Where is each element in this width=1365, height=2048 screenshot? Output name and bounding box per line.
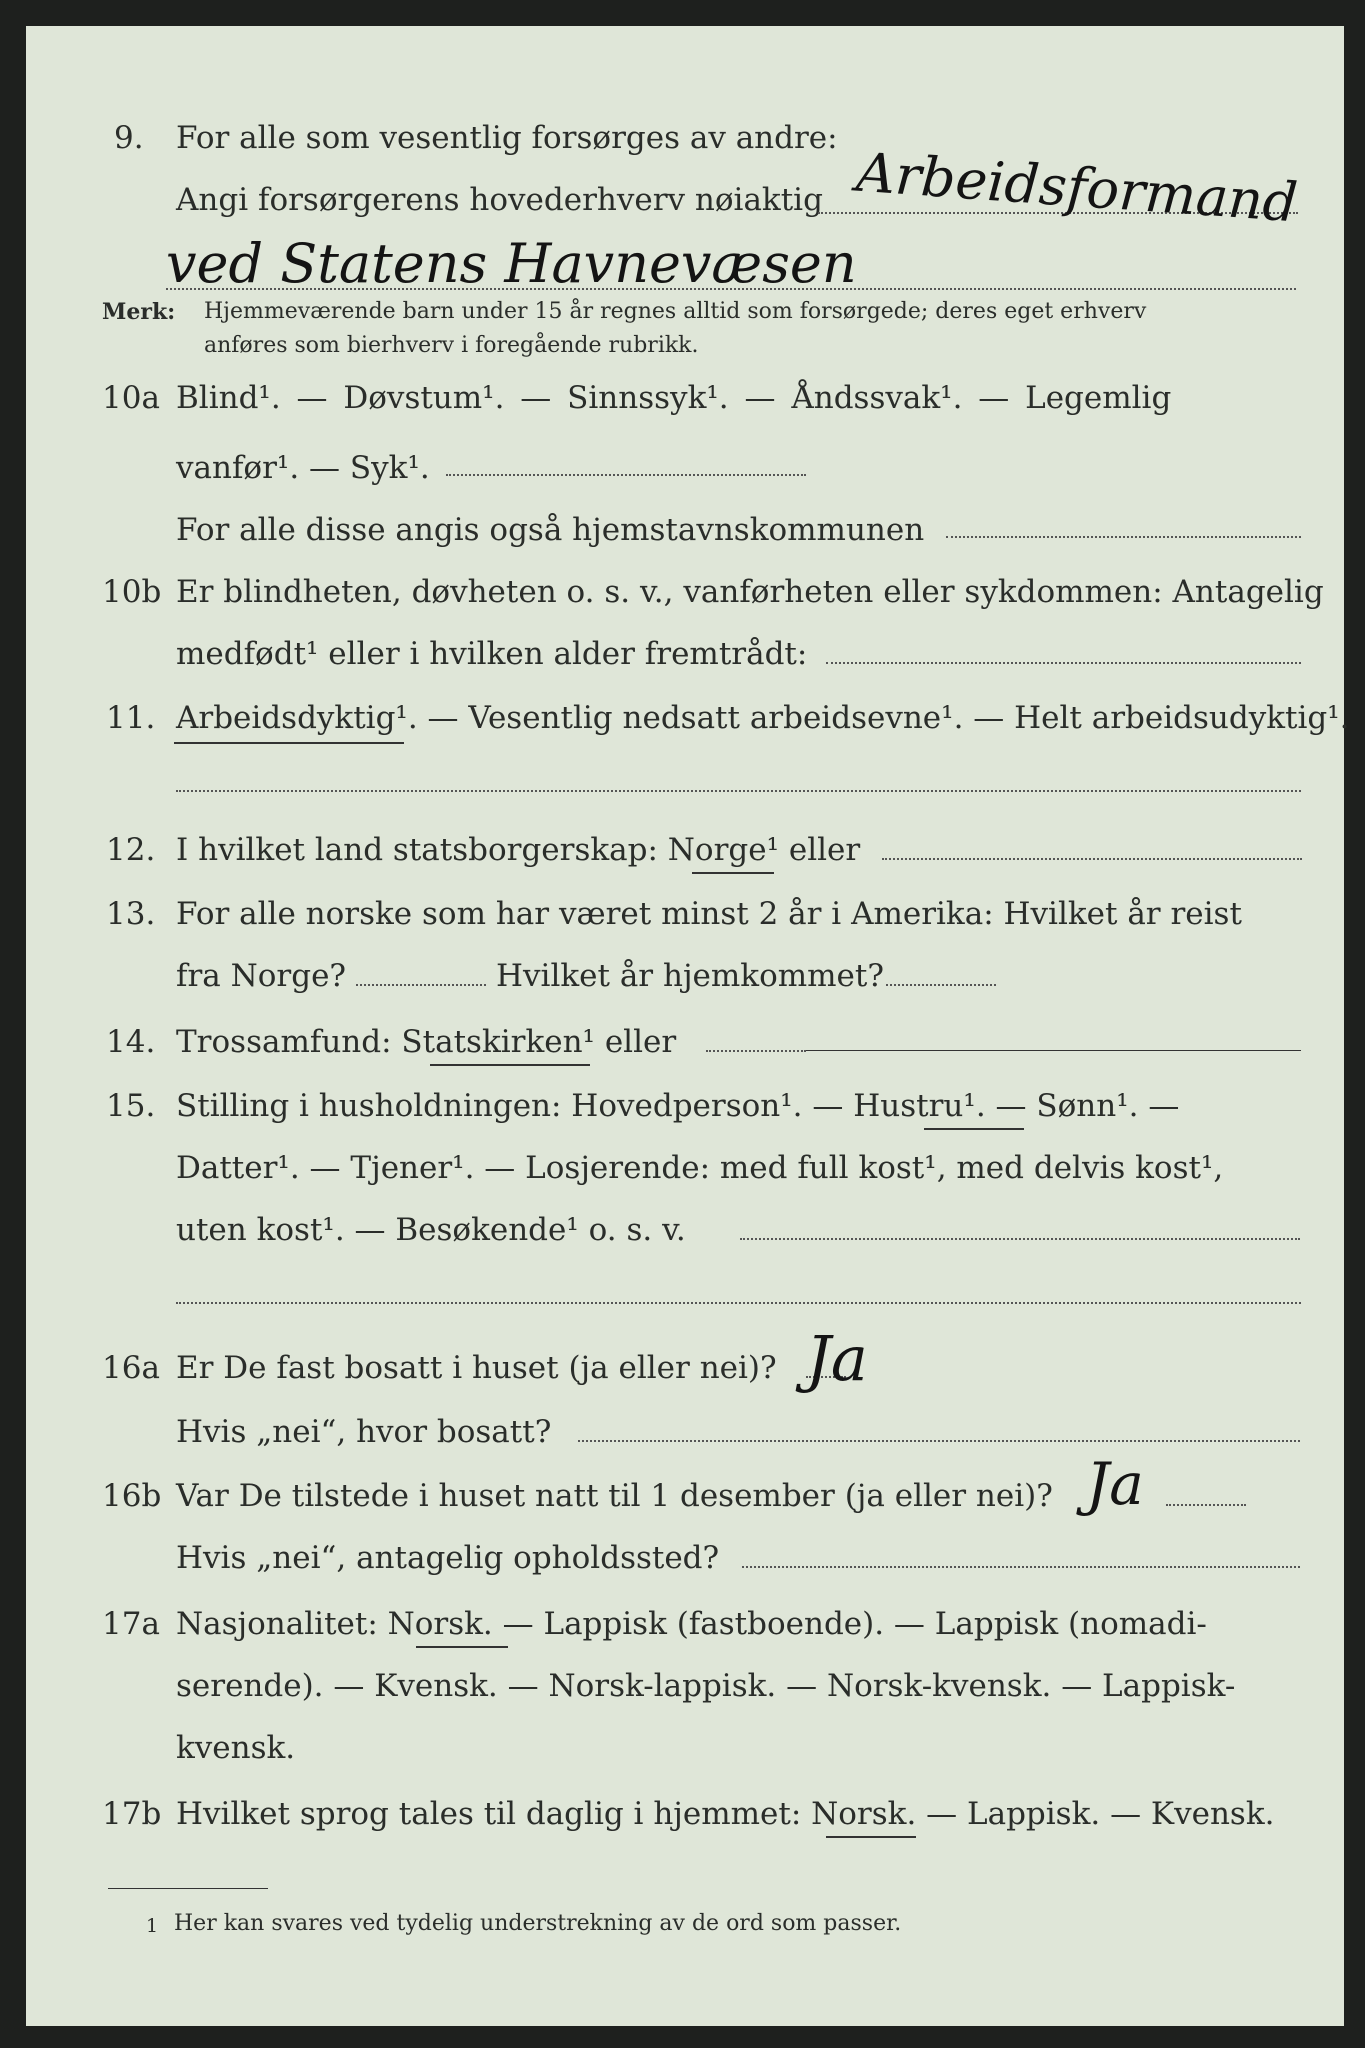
question-15-line-2: Datter¹. — Tjener¹. — Losjerende: med full kost¹, med delvis kost¹, [176,1150,1224,1186]
question-11-line-1: Arbeidsdyktig¹. — Vesentlig nedsatt arbeidsevne¹. — Helt arbeidsudyktig¹. [176,700,1350,736]
note-label: Merk: [102,299,176,325]
answer-line [578,1440,1300,1442]
selection-underline [924,1128,1024,1130]
question-16b-line-2: Hvis „nei“, antagelig opholdssted? [176,1540,720,1576]
question-9-line-2: Angi forsørgerens hovederhverv nøiaktig [176,182,823,218]
question-10a-line-2: vanfør¹. — Syk¹. [176,450,430,486]
footnote-rule [108,1888,268,1889]
answer-line [166,288,1296,290]
question-17a-line-2: serende). — Kvensk. — Norsk-lappisk. — Norsk-kvensk. — Lappisk- [176,1668,1236,1704]
footnote-mark: 1 [146,1915,159,1937]
answer-line [806,1050,1301,1051]
question-17a-line-1: Nasjonalitet: Norsk. — Lappisk (fastboende). — Lappisk (nomadi- [176,1606,1207,1642]
question-number: 16a [102,1350,160,1386]
answer-line [1166,1504,1246,1506]
question-12-line-1: I hvilket land statsborgerskap: Norge¹ eller [176,832,861,868]
question-16a-line-2: Hvis „nei“, hvor bosatt? [176,1414,552,1450]
question-number: 13. [106,896,156,932]
answer-line [176,790,1301,792]
question-16a-line-1: Er De fast bosatt i huset (ja eller nei)? [176,1350,777,1386]
question-16b-line-1: Var De tilstede i huset natt til 1 desember (ja eller nei)? [176,1478,1053,1514]
answer-line [706,1050,806,1052]
question-number: 12. [106,832,156,868]
answer-line [826,662,1301,664]
question-number: 14. [106,1024,156,1060]
question-number: 10b [102,574,162,610]
selection-underline [174,742,404,744]
handwritten-answer: Ja [806,1322,868,1395]
answer-line [742,1566,1300,1568]
handwritten-answer: Ja [1086,1450,1144,1518]
question-number: 11. [106,700,156,736]
question-13-line-2b: Hvilket år hjemkommet? [496,958,884,994]
note-line-1: Hjemmeværende barn under 15 år regnes alltid som forsørgede; deres eget erhverv [204,299,1147,324]
question-13-line-1: For alle norske som har været minst 2 år i Amerika: Hvilket år reist [176,896,1242,932]
answer-line [886,984,996,986]
question-10b-line-1: Er blindheten, døvheten o. s. v., vanførheten eller sykdommen: Antagelig [176,574,1324,610]
handwritten-answer: Arbeidsformand [854,140,1300,235]
question-10a-line-3: For alle disse angis også hjemstavnskommunen [176,512,925,548]
handwritten-answer: ved Statens Havnevæsen [166,232,857,295]
question-number: 16b [102,1478,162,1514]
question-14-line-1: Trossamfund: Statskirken¹ eller [176,1024,677,1060]
answer-line [740,1238,1300,1240]
question-17b-line-1: Hvilket sprog tales til daglig i hjemmet: Norsk. — Lappisk. — Kvensk. [176,1796,1275,1832]
census-form-page [26,26,1350,2026]
answer-line [176,1302,1301,1304]
answer-line [446,474,806,476]
selection-underline [692,872,774,874]
selection-underline [826,1836,916,1838]
answer-line [356,984,486,986]
question-17a-line-3: kvensk. [176,1730,296,1766]
question-13-line-2: fra Norge? [176,958,347,994]
selection-underline [416,1646,508,1648]
answer-line [882,858,1302,860]
question-9-line-1: For alle som vesentlig forsørges av andre: [176,120,838,156]
question-10a-line-1: Blind¹. — Døvstum¹. — Sinnssyk¹. — Åndssvak¹. — Legemlig [176,380,1172,416]
question-10b-line-2: medfødt¹ eller i hvilken alder fremtrådt: [176,636,808,672]
footnote-text: Her kan svares ved tydelig understrekning av de ord som passer. [174,1911,902,1936]
note-line-2: anføres som bierhverv i foregående rubrikk. [204,333,699,358]
question-15-line-1: Stilling i husholdningen: Hovedperson¹. — Hustru¹. — Sønn¹. — [176,1088,1180,1124]
question-number: 15. [106,1088,156,1124]
selection-underline [430,1064,590,1066]
question-15-line-3: uten kost¹. — Besøkende¹ o. s. v. [176,1212,686,1248]
question-number: 9. [114,120,144,156]
question-number: 17b [102,1796,162,1832]
question-number: 17a [102,1606,160,1642]
answer-line [946,536,1301,538]
question-number: 10a [102,380,160,416]
